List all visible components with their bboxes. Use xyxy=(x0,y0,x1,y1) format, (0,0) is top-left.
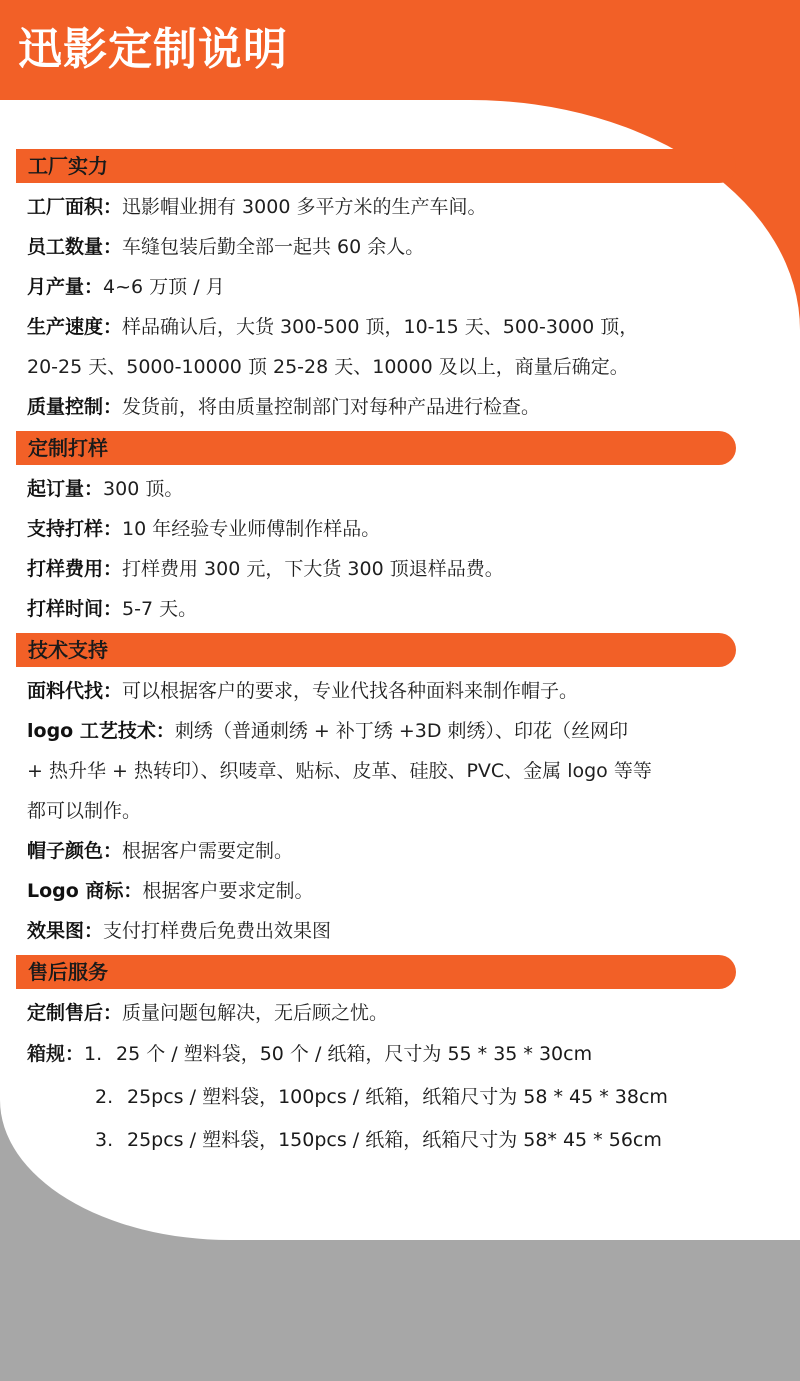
box-spec-num: 3. xyxy=(95,1129,114,1151)
box-spec-text: 25 个 / 塑料袋，50 个 / 纸箱，尺寸为 55 * 35 * 30cm xyxy=(116,1043,593,1065)
staff-count xyxy=(16,227,736,267)
logo-brand-value: 根据客户要求定制。 xyxy=(142,880,314,902)
render-preview-label: 效果图： xyxy=(27,920,104,942)
box-spec-row-2 xyxy=(16,1076,736,1119)
after-sales-service xyxy=(16,993,736,1033)
factory-area-label: 工厂面积： xyxy=(27,196,123,218)
hat-color xyxy=(16,831,736,871)
after-sales-service-label: 定制售后： xyxy=(27,1002,123,1024)
box-spec-text: 25pcs / 塑料袋，150pcs / 纸箱，纸箱尺寸为 58* 45 * 56cm xyxy=(127,1129,662,1151)
page-title: 迅影定制说明 xyxy=(18,24,288,75)
min-order xyxy=(16,469,736,509)
quality-control-label: 质量控制： xyxy=(27,396,123,418)
hat-color-value: 根据客户需要定制。 xyxy=(122,840,294,862)
sample-time-value: 5-7 天。 xyxy=(122,598,198,620)
logo-techniques xyxy=(16,711,736,751)
box-spec-num: 2. xyxy=(95,1086,114,1108)
monthly-output-label: 月产量： xyxy=(27,276,104,298)
box-spec-text: 25pcs / 塑料袋，100pcs / 纸箱，纸箱尺寸为 58 * 45 * 38cm xyxy=(127,1086,668,1108)
factory-area-value: 迅影帽业拥有 3000 多平方米的生产车间。 xyxy=(122,196,487,218)
section-header-sample: 定制打样 xyxy=(16,431,736,465)
logo-techniques-cont-2: 都可以制作。 xyxy=(27,800,142,822)
logo-techniques-label: logo 工艺技术： xyxy=(27,720,175,742)
sample-fee-value: 打样费用 300 元，下大货 300 顶退样品费。 xyxy=(122,558,504,580)
after-sales-service-value: 质量问题包解决，无后顾之忧。 xyxy=(122,1002,389,1024)
sample-support-value: 10 年经验专业师傅制作样品。 xyxy=(122,518,381,540)
sample-support-label: 支持打样： xyxy=(27,518,123,540)
min-order-label: 起订量： xyxy=(27,478,104,500)
logo-brand xyxy=(16,871,736,911)
production-speed-cont: 20-25 天、5000-10000 顶 25-28 天、10000 及以上，商量后确定。 xyxy=(27,356,629,378)
box-spec-row-3 xyxy=(16,1119,736,1162)
sample-support xyxy=(16,509,736,549)
box-spec-row-1 xyxy=(16,1033,736,1076)
section-header-after-sales: 售后服务 xyxy=(16,955,736,989)
monthly-output-value: 4~6 万顶 / 月 xyxy=(103,276,225,298)
sample-time-label: 打样时间： xyxy=(27,598,123,620)
fabric-sourcing-value: 可以根据客户的要求，专业代找各种面料来制作帽子。 xyxy=(122,680,579,702)
hat-color-label: 帽子颜色： xyxy=(27,840,123,862)
render-preview-value: 支付打样费后免费出效果图 xyxy=(103,920,332,942)
content xyxy=(16,145,736,1162)
production-speed xyxy=(16,307,736,347)
quality-control-value: 发货前，将由质量控制部门对每种产品进行检查。 xyxy=(122,396,541,418)
sample-fee-label: 打样费用： xyxy=(27,558,123,580)
fabric-sourcing-label: 面料代找： xyxy=(27,680,123,702)
logo-techniques-value: 刺绣（普通刺绣 + 补丁绣 +3D 刺绣）、印花（丝网印 xyxy=(174,720,629,742)
sample-time xyxy=(16,589,736,629)
box-spec-num: 1. xyxy=(84,1043,103,1065)
sample-fee xyxy=(16,549,736,589)
min-order-value: 300 顶。 xyxy=(103,478,184,500)
section-header-tech: 技术支持 xyxy=(16,633,736,667)
render-preview xyxy=(16,911,736,951)
production-speed-value: 样品确认后，大货 300-500 顶，10-15 天、500-3000 顶， xyxy=(122,316,639,338)
staff-count-value: 车缝包装后勤全部一起共 60 余人。 xyxy=(122,236,425,258)
fabric-sourcing xyxy=(16,671,736,711)
quality-control xyxy=(16,387,736,427)
staff-count-label: 员工数量： xyxy=(27,236,123,258)
logo-brand-label: Logo 商标： xyxy=(27,880,143,902)
production-speed-label: 生产速度： xyxy=(27,316,123,338)
monthly-output xyxy=(16,267,736,307)
section-header-factory: 工厂实力 xyxy=(16,149,736,183)
box-spec-label: 箱规： xyxy=(27,1043,85,1065)
logo-techniques-cont-1: + 热升华 + 热转印）、织唛章、贴标、皮革、硅胶、PVC、金属 logo 等等 xyxy=(27,760,652,782)
factory-area xyxy=(16,187,736,227)
